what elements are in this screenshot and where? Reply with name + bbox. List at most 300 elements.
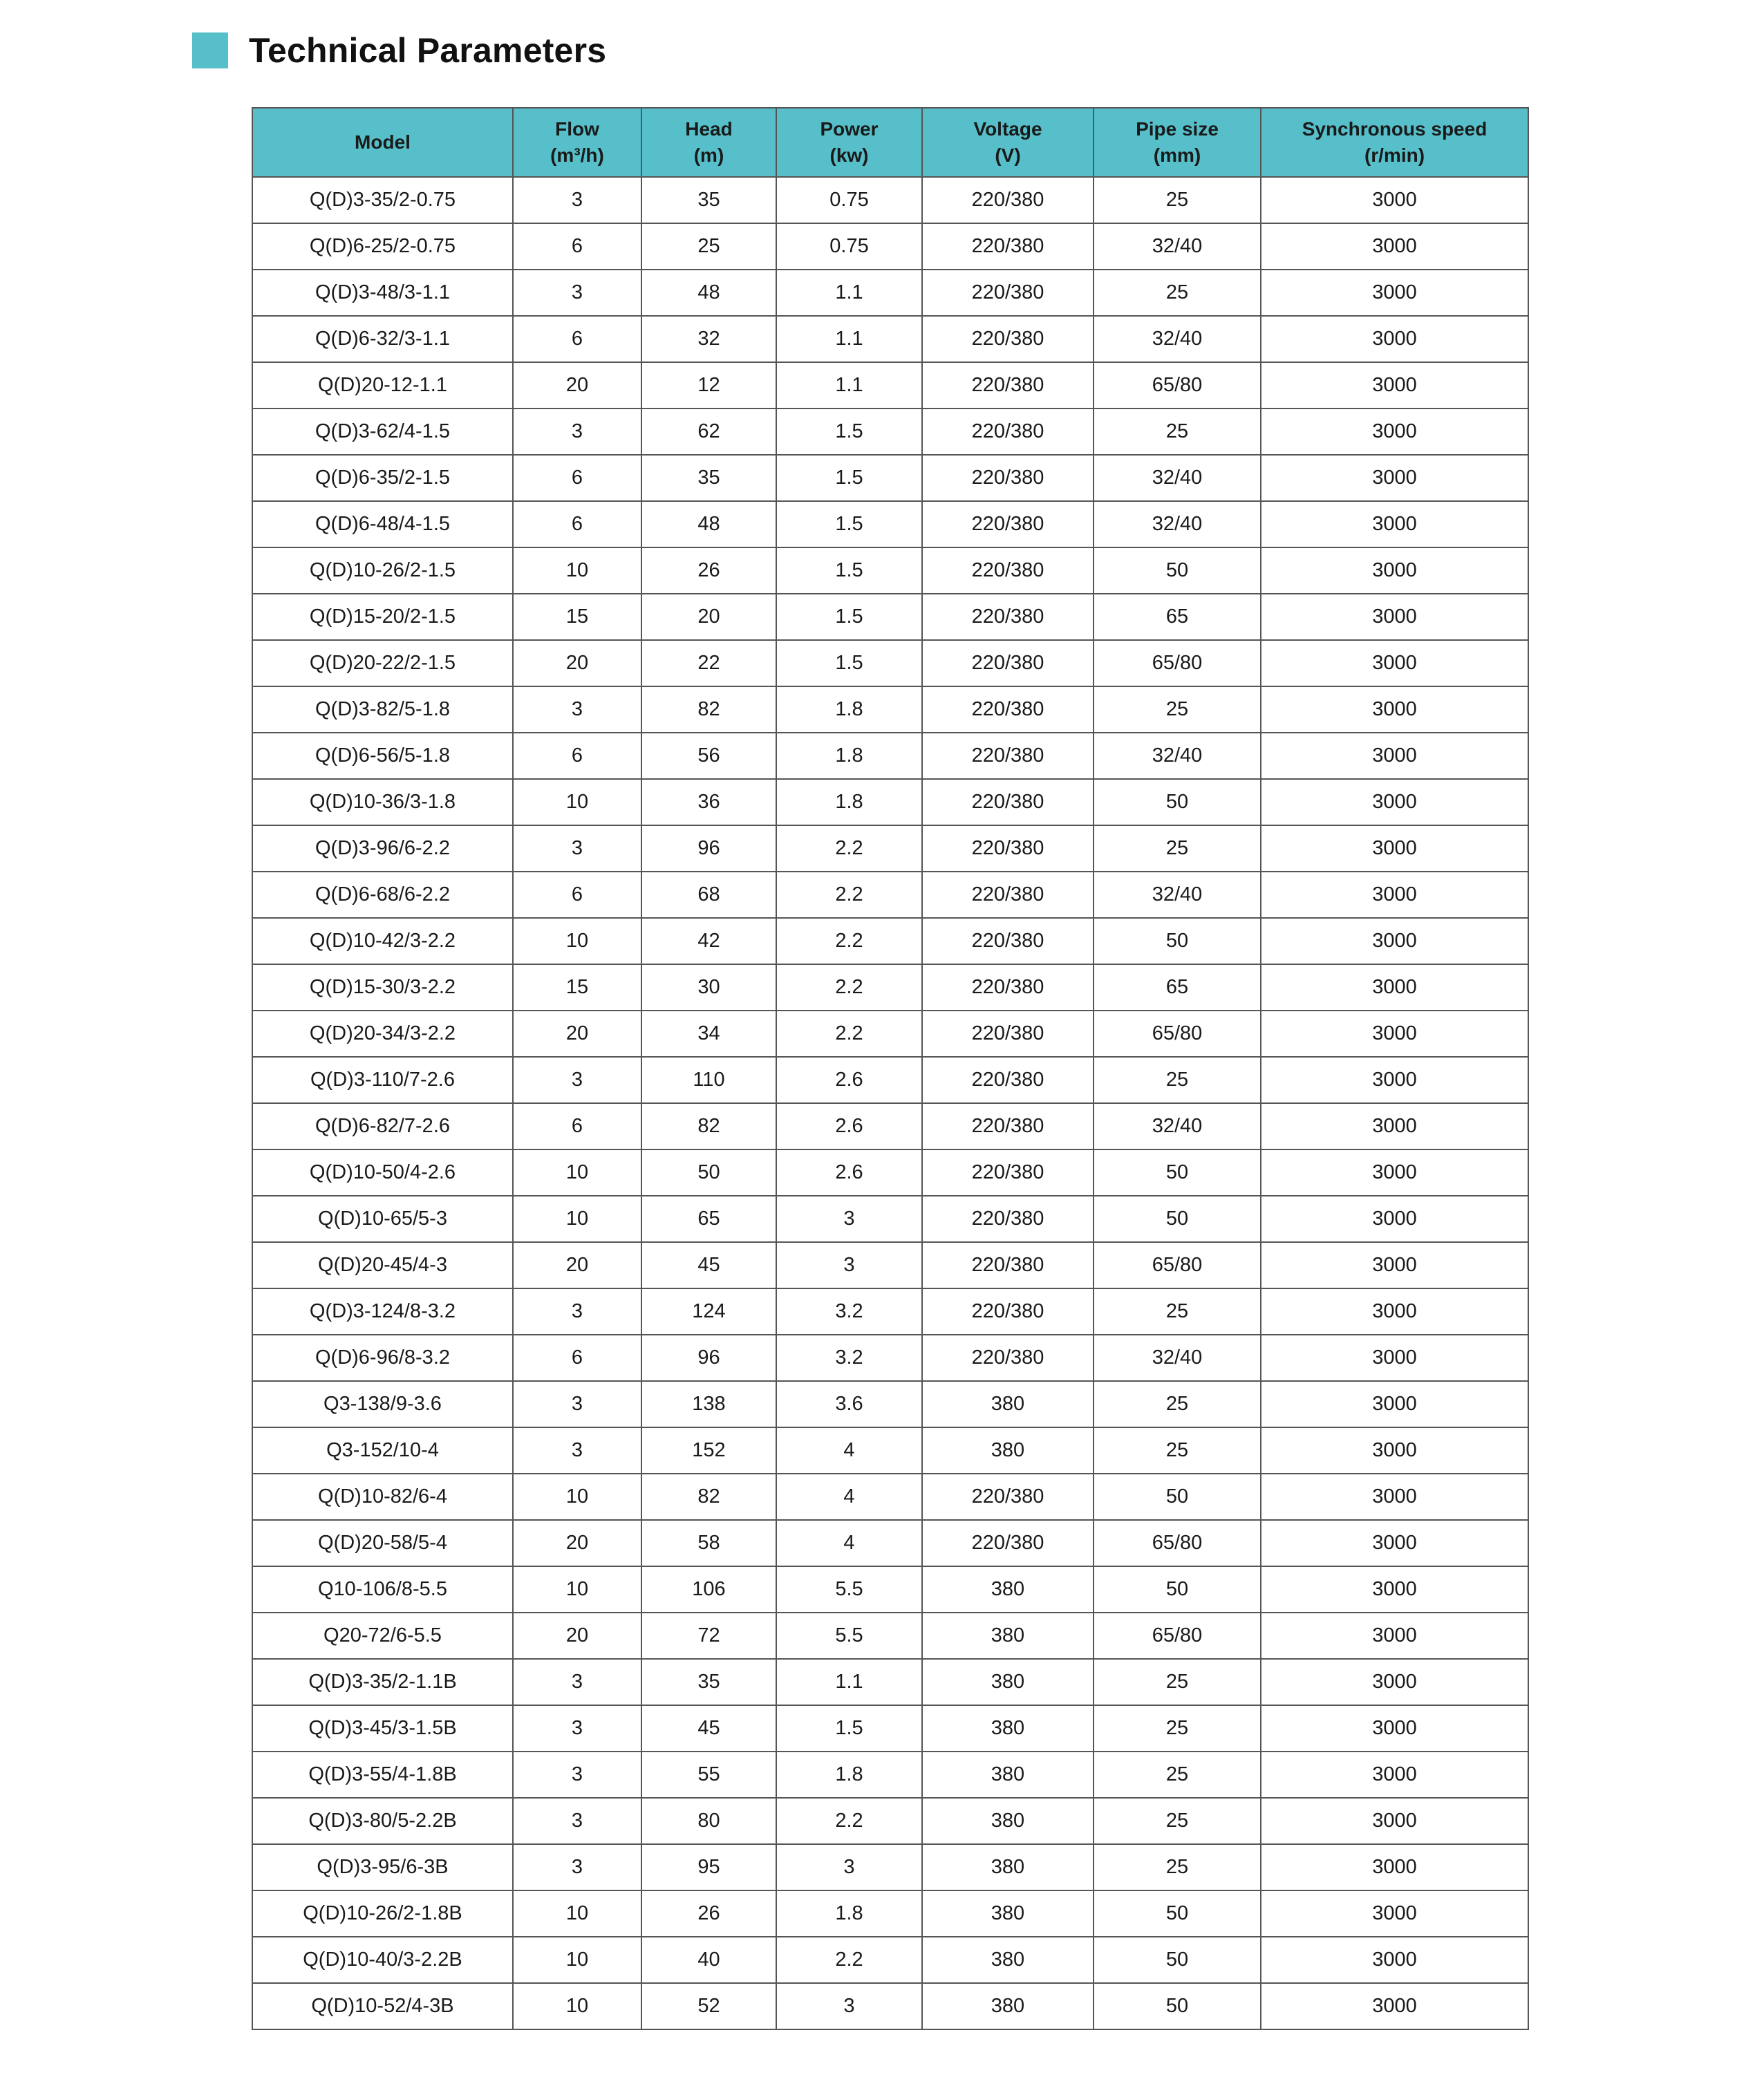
cell-flow: 20 (513, 1613, 641, 1659)
header-head-label: Head (685, 118, 733, 140)
cell-speed: 3000 (1261, 733, 1528, 779)
cell-pipe-size: 25 (1094, 1844, 1261, 1890)
cell-power: 3 (776, 1983, 922, 2029)
cell-power: 0.75 (776, 177, 922, 223)
cell-pipe-size: 25 (1094, 1659, 1261, 1705)
cell-speed: 3000 (1261, 1752, 1528, 1798)
cell-voltage: 220/380 (922, 409, 1094, 455)
cell-flow: 3 (513, 1057, 641, 1103)
cell-pipe-size: 65/80 (1094, 1011, 1261, 1057)
cell-pipe-size: 50 (1094, 779, 1261, 825)
cell-head: 152 (641, 1427, 776, 1474)
table-row (252, 409, 1528, 455)
cell-model: Q(D)20-45/4-3 (252, 1242, 513, 1288)
header-synchronous-speed-label: Synchronous speed (1302, 118, 1488, 140)
cell-head: 95 (641, 1844, 776, 1890)
cell-model: Q(D)6-96/8-3.2 (252, 1335, 513, 1381)
cell-pipe-size: 32/40 (1094, 501, 1261, 547)
cell-voltage: 380 (922, 1890, 1094, 1937)
cell-flow: 3 (513, 1798, 641, 1844)
cell-flow: 3 (513, 1844, 641, 1890)
cell-model: Q(D)20-34/3-2.2 (252, 1011, 513, 1057)
cell-head: 26 (641, 1890, 776, 1937)
cell-model: Q(D)3-95/6-3B (252, 1844, 513, 1890)
cell-voltage: 220/380 (922, 918, 1094, 964)
cell-head: 106 (641, 1566, 776, 1613)
header-row (252, 108, 1528, 177)
cell-voltage: 380 (922, 1381, 1094, 1427)
cell-voltage: 220/380 (922, 594, 1094, 640)
cell-model: Q(D)6-32/3-1.1 (252, 316, 513, 362)
cell-power: 1.5 (776, 409, 922, 455)
cell-pipe-size: 65 (1094, 594, 1261, 640)
table-row (252, 1983, 1528, 2029)
table-row (252, 733, 1528, 779)
cell-head: 35 (641, 455, 776, 501)
cell-voltage: 380 (922, 1752, 1094, 1798)
cell-power: 2.2 (776, 1798, 922, 1844)
table-row (252, 316, 1528, 362)
cell-head: 52 (641, 1983, 776, 2029)
cell-pipe-size: 65/80 (1094, 640, 1261, 686)
cell-power: 1.8 (776, 1890, 922, 1937)
cell-speed: 3000 (1261, 409, 1528, 455)
cell-pipe-size: 50 (1094, 1890, 1261, 1937)
cell-flow: 3 (513, 1752, 641, 1798)
cell-speed: 3000 (1261, 1103, 1528, 1149)
cell-voltage: 220/380 (922, 1335, 1094, 1381)
cell-power: 4 (776, 1520, 922, 1566)
cell-power: 3 (776, 1242, 922, 1288)
cell-pipe-size: 65/80 (1094, 1242, 1261, 1288)
cell-head: 30 (641, 964, 776, 1011)
cell-head: 48 (641, 501, 776, 547)
cell-flow: 3 (513, 1427, 641, 1474)
cell-model: Q(D)6-25/2-0.75 (252, 223, 513, 270)
cell-head: 62 (641, 409, 776, 455)
cell-flow: 10 (513, 547, 641, 594)
header-model-label: Model (355, 131, 411, 153)
cell-pipe-size: 50 (1094, 547, 1261, 594)
table-row (252, 1890, 1528, 1937)
cell-speed: 3000 (1261, 1427, 1528, 1474)
cell-voltage: 380 (922, 1427, 1094, 1474)
cell-speed: 3000 (1261, 1057, 1528, 1103)
cell-pipe-size: 25 (1094, 1381, 1261, 1427)
cell-head: 36 (641, 779, 776, 825)
cell-flow: 6 (513, 501, 641, 547)
cell-flow: 6 (513, 1335, 641, 1381)
cell-voltage: 380 (922, 1983, 1094, 2029)
cell-model: Q(D)10-65/5-3 (252, 1196, 513, 1242)
cell-speed: 3000 (1261, 594, 1528, 640)
table-row (252, 1149, 1528, 1196)
cell-pipe-size: 32/40 (1094, 1335, 1261, 1381)
cell-model: Q(D)10-26/2-1.8B (252, 1890, 513, 1937)
table-row (252, 223, 1528, 270)
cell-head: 26 (641, 547, 776, 594)
table-row (252, 1057, 1528, 1103)
cell-speed: 3000 (1261, 177, 1528, 223)
cell-power: 1.5 (776, 455, 922, 501)
cell-head: 124 (641, 1288, 776, 1335)
cell-power: 2.6 (776, 1103, 922, 1149)
cell-power: 1.5 (776, 501, 922, 547)
cell-voltage: 380 (922, 1798, 1094, 1844)
cell-flow: 3 (513, 270, 641, 316)
table-row (252, 1659, 1528, 1705)
cell-head: 138 (641, 1381, 776, 1427)
cell-head: 34 (641, 1011, 776, 1057)
table-body (252, 177, 1528, 2029)
header-voltage-unit: (V) (995, 144, 1021, 166)
cell-power: 4 (776, 1474, 922, 1520)
header-flow-label: Flow (555, 118, 599, 140)
table-row (252, 455, 1528, 501)
table-row (252, 1844, 1528, 1890)
cell-head: 110 (641, 1057, 776, 1103)
cell-speed: 3000 (1261, 1335, 1528, 1381)
cell-voltage: 220/380 (922, 1103, 1094, 1149)
cell-flow: 15 (513, 594, 641, 640)
cell-head: 96 (641, 1335, 776, 1381)
cell-pipe-size: 25 (1094, 270, 1261, 316)
cell-flow: 3 (513, 1705, 641, 1752)
cell-voltage: 220/380 (922, 1520, 1094, 1566)
cell-speed: 3000 (1261, 270, 1528, 316)
cell-voltage: 220/380 (922, 686, 1094, 733)
cell-pipe-size: 65/80 (1094, 1613, 1261, 1659)
cell-head: 42 (641, 918, 776, 964)
table-row (252, 362, 1528, 409)
cell-flow: 6 (513, 733, 641, 779)
cell-head: 22 (641, 640, 776, 686)
cell-power: 2.6 (776, 1149, 922, 1196)
cell-speed: 3000 (1261, 1520, 1528, 1566)
cell-head: 35 (641, 177, 776, 223)
cell-voltage: 380 (922, 1613, 1094, 1659)
cell-flow: 3 (513, 1659, 641, 1705)
table-row (252, 779, 1528, 825)
cell-speed: 3000 (1261, 1149, 1528, 1196)
cell-head: 35 (641, 1659, 776, 1705)
cell-speed: 3000 (1261, 779, 1528, 825)
cell-head: 50 (641, 1149, 776, 1196)
technical-parameters-table-container (252, 107, 1528, 2030)
cell-model: Q(D)6-35/2-1.5 (252, 455, 513, 501)
cell-pipe-size: 50 (1094, 1196, 1261, 1242)
cell-power: 1.1 (776, 362, 922, 409)
cell-power: 3 (776, 1196, 922, 1242)
cell-flow: 6 (513, 872, 641, 918)
cell-power: 2.2 (776, 872, 922, 918)
cell-model: Q(D)6-68/6-2.2 (252, 872, 513, 918)
table-row (252, 1196, 1528, 1242)
cell-voltage: 220/380 (922, 1011, 1094, 1057)
cell-head: 20 (641, 594, 776, 640)
table-row (252, 1381, 1528, 1427)
cell-power: 2.6 (776, 1057, 922, 1103)
table-row (252, 1011, 1528, 1057)
cell-model: Q(D)10-52/4-3B (252, 1983, 513, 2029)
cell-pipe-size: 25 (1094, 1427, 1261, 1474)
cell-head: 82 (641, 1474, 776, 1520)
cell-head: 80 (641, 1798, 776, 1844)
header-head-unit: (m) (693, 144, 724, 166)
cell-power: 3 (776, 1844, 922, 1890)
cell-power: 3.2 (776, 1288, 922, 1335)
cell-voltage: 220/380 (922, 1149, 1094, 1196)
cell-speed: 3000 (1261, 1890, 1528, 1937)
cell-speed: 3000 (1261, 686, 1528, 733)
cell-pipe-size: 32/40 (1094, 872, 1261, 918)
table-row (252, 640, 1528, 686)
cell-pipe-size: 50 (1094, 918, 1261, 964)
header-voltage (922, 108, 1094, 177)
table-row (252, 1613, 1528, 1659)
cell-power: 1.5 (776, 1705, 922, 1752)
cell-model: Q(D)6-82/7-2.6 (252, 1103, 513, 1149)
cell-model: Q3-138/9-3.6 (252, 1381, 513, 1427)
cell-speed: 3000 (1261, 547, 1528, 594)
cell-voltage: 380 (922, 1659, 1094, 1705)
cell-power: 5.5 (776, 1566, 922, 1613)
cell-model: Q(D)3-48/3-1.1 (252, 270, 513, 316)
table-row (252, 501, 1528, 547)
cell-flow: 20 (513, 1011, 641, 1057)
cell-flow: 15 (513, 964, 641, 1011)
section-header (192, 32, 606, 69)
cell-speed: 3000 (1261, 1613, 1528, 1659)
cell-head: 58 (641, 1520, 776, 1566)
table-row (252, 918, 1528, 964)
cell-power: 1.8 (776, 733, 922, 779)
cell-voltage: 220/380 (922, 872, 1094, 918)
cell-pipe-size: 25 (1094, 1288, 1261, 1335)
cell-voltage: 380 (922, 1844, 1094, 1890)
cell-speed: 3000 (1261, 1288, 1528, 1335)
header-power-unit: (kw) (829, 144, 869, 166)
cell-voltage: 220/380 (922, 733, 1094, 779)
cell-pipe-size: 65 (1094, 964, 1261, 1011)
table-row (252, 825, 1528, 872)
cell-model: Q3-152/10-4 (252, 1427, 513, 1474)
cell-voltage: 220/380 (922, 223, 1094, 270)
cell-model: Q(D)10-42/3-2.2 (252, 918, 513, 964)
cell-pipe-size: 32/40 (1094, 223, 1261, 270)
cell-power: 2.2 (776, 964, 922, 1011)
cell-flow: 10 (513, 1196, 641, 1242)
cell-speed: 3000 (1261, 362, 1528, 409)
cell-flow: 10 (513, 1474, 641, 1520)
cell-head: 82 (641, 686, 776, 733)
cell-speed: 3000 (1261, 1381, 1528, 1427)
table-row (252, 1474, 1528, 1520)
cell-voltage: 380 (922, 1705, 1094, 1752)
cell-flow: 10 (513, 1566, 641, 1613)
cell-speed: 3000 (1261, 501, 1528, 547)
cell-flow: 20 (513, 1520, 641, 1566)
cell-model: Q20-72/6-5.5 (252, 1613, 513, 1659)
cell-model: Q(D)15-20/2-1.5 (252, 594, 513, 640)
cell-head: 72 (641, 1613, 776, 1659)
cell-power: 2.2 (776, 918, 922, 964)
cell-voltage: 220/380 (922, 362, 1094, 409)
cell-model: Q(D)3-62/4-1.5 (252, 409, 513, 455)
cell-voltage: 220/380 (922, 1242, 1094, 1288)
cell-voltage: 220/380 (922, 1474, 1094, 1520)
header-pipe-size-label: Pipe size (1136, 118, 1219, 140)
cell-speed: 3000 (1261, 1566, 1528, 1613)
cell-model: Q(D)20-58/5-4 (252, 1520, 513, 1566)
cell-power: 1.8 (776, 779, 922, 825)
cell-flow: 10 (513, 1149, 641, 1196)
table-row (252, 964, 1528, 1011)
cell-head: 65 (641, 1196, 776, 1242)
cell-pipe-size: 32/40 (1094, 316, 1261, 362)
cell-power: 1.8 (776, 686, 922, 733)
cell-model: Q(D)6-56/5-1.8 (252, 733, 513, 779)
cell-flow: 10 (513, 918, 641, 964)
cell-head: 96 (641, 825, 776, 872)
cell-pipe-size: 50 (1094, 1566, 1261, 1613)
cell-model: Q(D)3-124/8-3.2 (252, 1288, 513, 1335)
page-title: Technical Parameters (249, 31, 607, 70)
cell-head: 32 (641, 316, 776, 362)
cell-model: Q(D)20-22/2-1.5 (252, 640, 513, 686)
table-row (252, 1427, 1528, 1474)
cell-head: 12 (641, 362, 776, 409)
cell-flow: 10 (513, 779, 641, 825)
title-marker-square (192, 32, 228, 68)
cell-power: 0.75 (776, 223, 922, 270)
cell-speed: 3000 (1261, 1196, 1528, 1242)
cell-speed: 3000 (1261, 918, 1528, 964)
cell-speed: 3000 (1261, 1242, 1528, 1288)
cell-power: 2.2 (776, 1011, 922, 1057)
cell-flow: 3 (513, 1381, 641, 1427)
table-row (252, 1520, 1528, 1566)
cell-model: Q(D)10-50/4-2.6 (252, 1149, 513, 1196)
cell-flow: 6 (513, 223, 641, 270)
cell-model: Q(D)3-55/4-1.8B (252, 1752, 513, 1798)
cell-speed: 3000 (1261, 1011, 1528, 1057)
cell-pipe-size: 50 (1094, 1149, 1261, 1196)
cell-pipe-size: 50 (1094, 1474, 1261, 1520)
table-row (252, 1242, 1528, 1288)
cell-pipe-size: 25 (1094, 1798, 1261, 1844)
table-row (252, 686, 1528, 733)
cell-pipe-size: 65/80 (1094, 362, 1261, 409)
cell-power: 4 (776, 1427, 922, 1474)
cell-flow: 3 (513, 686, 641, 733)
cell-voltage: 220/380 (922, 1196, 1094, 1242)
cell-flow: 20 (513, 362, 641, 409)
header-power-label: Power (820, 118, 879, 140)
cell-head: 40 (641, 1937, 776, 1983)
cell-model: Q(D)3-82/5-1.8 (252, 686, 513, 733)
header-pipe-size-unit: (mm) (1153, 144, 1201, 166)
cell-power: 3.6 (776, 1381, 922, 1427)
cell-power: 2.2 (776, 825, 922, 872)
cell-pipe-size: 25 (1094, 1752, 1261, 1798)
cell-speed: 3000 (1261, 825, 1528, 872)
table-row (252, 1103, 1528, 1149)
cell-pipe-size: 65/80 (1094, 1520, 1261, 1566)
cell-speed: 3000 (1261, 1474, 1528, 1520)
cell-model: Q(D)3-35/2-1.1B (252, 1659, 513, 1705)
header-model (252, 108, 513, 177)
cell-model: Q(D)20-12-1.1 (252, 362, 513, 409)
cell-flow: 10 (513, 1890, 641, 1937)
table-row (252, 1288, 1528, 1335)
cell-flow: 3 (513, 409, 641, 455)
cell-voltage: 380 (922, 1566, 1094, 1613)
table-row (252, 1705, 1528, 1752)
cell-voltage: 220/380 (922, 547, 1094, 594)
cell-voltage: 220/380 (922, 455, 1094, 501)
cell-flow: 10 (513, 1937, 641, 1983)
cell-flow: 3 (513, 825, 641, 872)
cell-pipe-size: 25 (1094, 409, 1261, 455)
header-pipe-size (1094, 108, 1261, 177)
cell-speed: 3000 (1261, 455, 1528, 501)
cell-power: 1.5 (776, 594, 922, 640)
cell-model: Q(D)3-45/3-1.5B (252, 1705, 513, 1752)
header-flow (513, 108, 641, 177)
cell-speed: 3000 (1261, 1705, 1528, 1752)
cell-power: 2.2 (776, 1937, 922, 1983)
cell-voltage: 220/380 (922, 1057, 1094, 1103)
cell-voltage: 220/380 (922, 270, 1094, 316)
table-row (252, 1937, 1528, 1983)
cell-model: Q(D)3-35/2-0.75 (252, 177, 513, 223)
cell-head: 56 (641, 733, 776, 779)
header-flow-unit: (m³/h) (550, 144, 604, 166)
cell-head: 45 (641, 1705, 776, 1752)
cell-model: Q(D)10-40/3-2.2B (252, 1937, 513, 1983)
cell-pipe-size: 25 (1094, 1705, 1261, 1752)
cell-voltage: 220/380 (922, 316, 1094, 362)
table-row (252, 872, 1528, 918)
table-row (252, 594, 1528, 640)
cell-flow: 10 (513, 1983, 641, 2029)
cell-flow: 6 (513, 455, 641, 501)
cell-model: Q10-106/8-5.5 (252, 1566, 513, 1613)
cell-pipe-size: 50 (1094, 1983, 1261, 2029)
table-row (252, 1566, 1528, 1613)
table-row (252, 1798, 1528, 1844)
cell-speed: 3000 (1261, 1937, 1528, 1983)
cell-voltage: 220/380 (922, 825, 1094, 872)
cell-pipe-size: 50 (1094, 1937, 1261, 1983)
cell-flow: 6 (513, 316, 641, 362)
cell-voltage: 220/380 (922, 501, 1094, 547)
cell-pipe-size: 25 (1094, 177, 1261, 223)
cell-speed: 3000 (1261, 1659, 1528, 1705)
cell-pipe-size: 25 (1094, 686, 1261, 733)
cell-flow: 20 (513, 640, 641, 686)
header-head (641, 108, 776, 177)
cell-voltage: 220/380 (922, 964, 1094, 1011)
cell-power: 1.5 (776, 640, 922, 686)
cell-power: 1.1 (776, 316, 922, 362)
cell-pipe-size: 32/40 (1094, 1103, 1261, 1149)
cell-pipe-size: 25 (1094, 825, 1261, 872)
cell-head: 82 (641, 1103, 776, 1149)
header-synchronous-speed-unit: (r/min) (1364, 144, 1425, 166)
table-row (252, 1752, 1528, 1798)
